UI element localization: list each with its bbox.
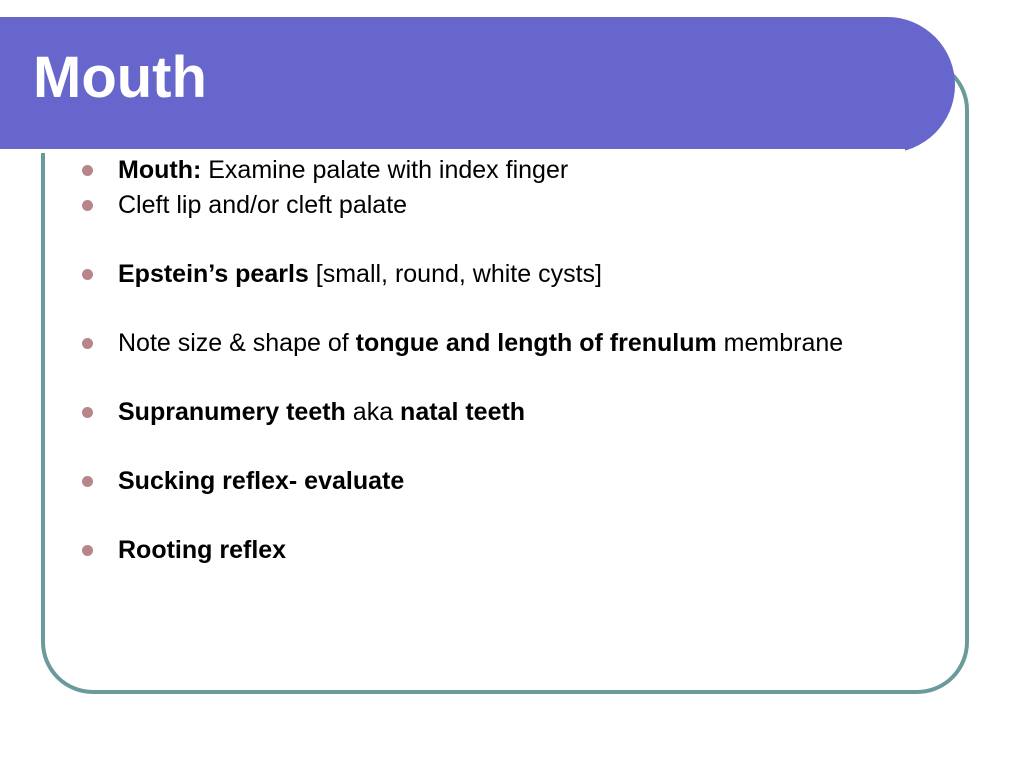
- bullet-text: [small, round, white cysts]: [308, 260, 602, 288]
- bullet-bold-text: Rooting reflex: [118, 536, 287, 564]
- bullet-mouth: [118, 155, 978, 185]
- bullet-text: aka: [345, 398, 401, 426]
- bullet-dot-icon: [82, 269, 93, 280]
- bullet-text: Cleft lip and/or cleft palate: [118, 191, 408, 219]
- title-underline: [0, 149, 905, 153]
- bullet-dot-icon: [82, 165, 93, 176]
- bullet-bold-text-2: natal teeth: [400, 398, 526, 426]
- bullet-text: Note size & shape of: [118, 329, 356, 357]
- bullet-dot-icon: [82, 407, 93, 418]
- bullet-sucking: [118, 466, 978, 496]
- bullet-tongue: [118, 328, 978, 358]
- bullet-text: Examine palate with index finger: [201, 156, 569, 184]
- slide-title: Mouth: [33, 45, 207, 110]
- bullet-text-after: membrane: [716, 329, 844, 357]
- bullet-bold-text: Supranumery teeth: [118, 398, 346, 426]
- bullet-dot-icon: [82, 200, 93, 211]
- bullet-dot-icon: [82, 338, 93, 349]
- bullet-cleft: [118, 190, 978, 220]
- bullet-epstein: [118, 259, 978, 289]
- bullet-dot-icon: [82, 545, 93, 556]
- bullet-bold-text: Epstein’s pearls: [118, 260, 309, 288]
- bullet-bold-text: Sucking reflex- evaluate: [118, 467, 405, 495]
- bullet-bold-text: tongue and length of frenulum: [355, 329, 717, 357]
- bullet-bold-text: Mouth:: [118, 156, 202, 184]
- bullet-rooting: [118, 535, 978, 565]
- bullet-teeth: [118, 397, 978, 427]
- content-frame: [41, 58, 969, 694]
- bullet-dot-icon: [82, 476, 93, 487]
